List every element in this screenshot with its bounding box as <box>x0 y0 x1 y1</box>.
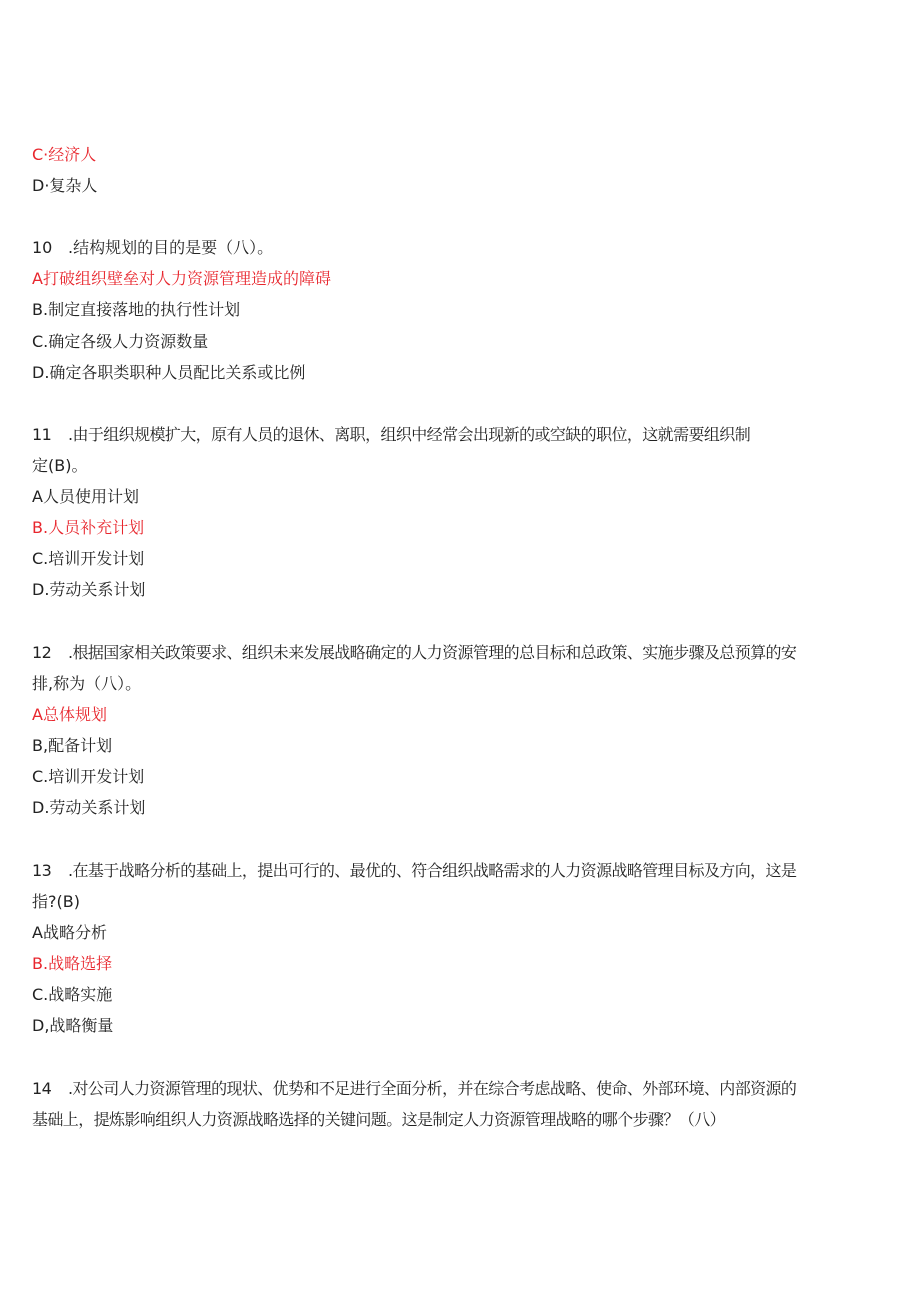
q10-option-d: D.确定各职类职种人员配比关系或比例 <box>32 363 306 382</box>
q13-option-d: D,战略衡量 <box>32 1016 114 1035</box>
q12-stem-text-2: 排,称为（八）。 <box>32 674 142 693</box>
q13-stem-text-2: 指?(B) <box>32 892 80 911</box>
q12-stem <box>32 643 796 663</box>
q12-option-c: C.培训开发计划 <box>32 767 145 786</box>
q11-option-b: B.人员补充计划 <box>32 518 145 537</box>
q13-stem <box>32 861 796 881</box>
q12-number: 12 <box>32 643 52 662</box>
q12-option-b: B,配备计划 <box>32 736 113 755</box>
q11-option-a: A人员使用计划 <box>32 487 139 506</box>
q10-number: 10 <box>32 238 53 257</box>
q10-option-c: C.确定各级人力资源数量 <box>32 332 209 351</box>
q11-option-c: C.培训开发计划 <box>32 549 145 568</box>
q13-number: 13 <box>32 861 52 880</box>
q14-stem-text-2: 基础上，提炼影响组织人力资源战略选择的关键问题。这是制定人力资源管理战略的哪个步骤？（八） <box>32 1110 726 1129</box>
q12-option-d: D.劳动关系计划 <box>32 798 146 817</box>
q13-option-a: A战略分析 <box>32 923 107 942</box>
q11-stem <box>32 425 750 445</box>
q10-option-a: A打破组织壁垒对人力资源管理造成的障碍 <box>32 269 331 288</box>
q12-option-a: A总体规划 <box>32 705 107 724</box>
q11-stem-text-2: 定(B)。 <box>32 456 88 475</box>
q11-number: 11 <box>32 425 52 444</box>
q12-stem-text-1: .根据国家相关政策要求、组织未来发展战略确定的人力资源管理的总目标和总政策、实施步骤及总预算的安 <box>68 643 797 662</box>
q13-option-c: C.战略实施 <box>32 985 113 1004</box>
q11-stem-text-1: .由于组织规模扩大，原有人员的退休、离职，组织中经常会出现新的或空缺的职位，这就需要组织制 <box>68 425 751 444</box>
q14-stem <box>32 1079 796 1099</box>
q14-stem-text-1: .对公司人力资源管理的现状、优势和不足进行全面分析，并在综合考虑战略、使命、外部环境、内部资源的 <box>68 1079 797 1098</box>
q10-option-b: B.制定直接落地的执行性计划 <box>32 300 241 319</box>
q13-stem-text-1: .在基于战略分析的基础上，提出可行的、最优的、符合组织战略需求的人力资源战略管理目标及方向，这是 <box>68 861 797 880</box>
q9-option-c: C·经济人 <box>32 145 97 164</box>
q10-stem-text: .结构规划的目的是要（八）。 <box>68 238 274 257</box>
q13-option-b: B.战略选择 <box>32 954 113 973</box>
q10-stem <box>32 238 273 258</box>
q14-number: 14 <box>32 1079 52 1098</box>
q9-option-d: D·复杂人 <box>32 176 98 195</box>
q11-option-d: D.劳动关系计划 <box>32 580 146 599</box>
